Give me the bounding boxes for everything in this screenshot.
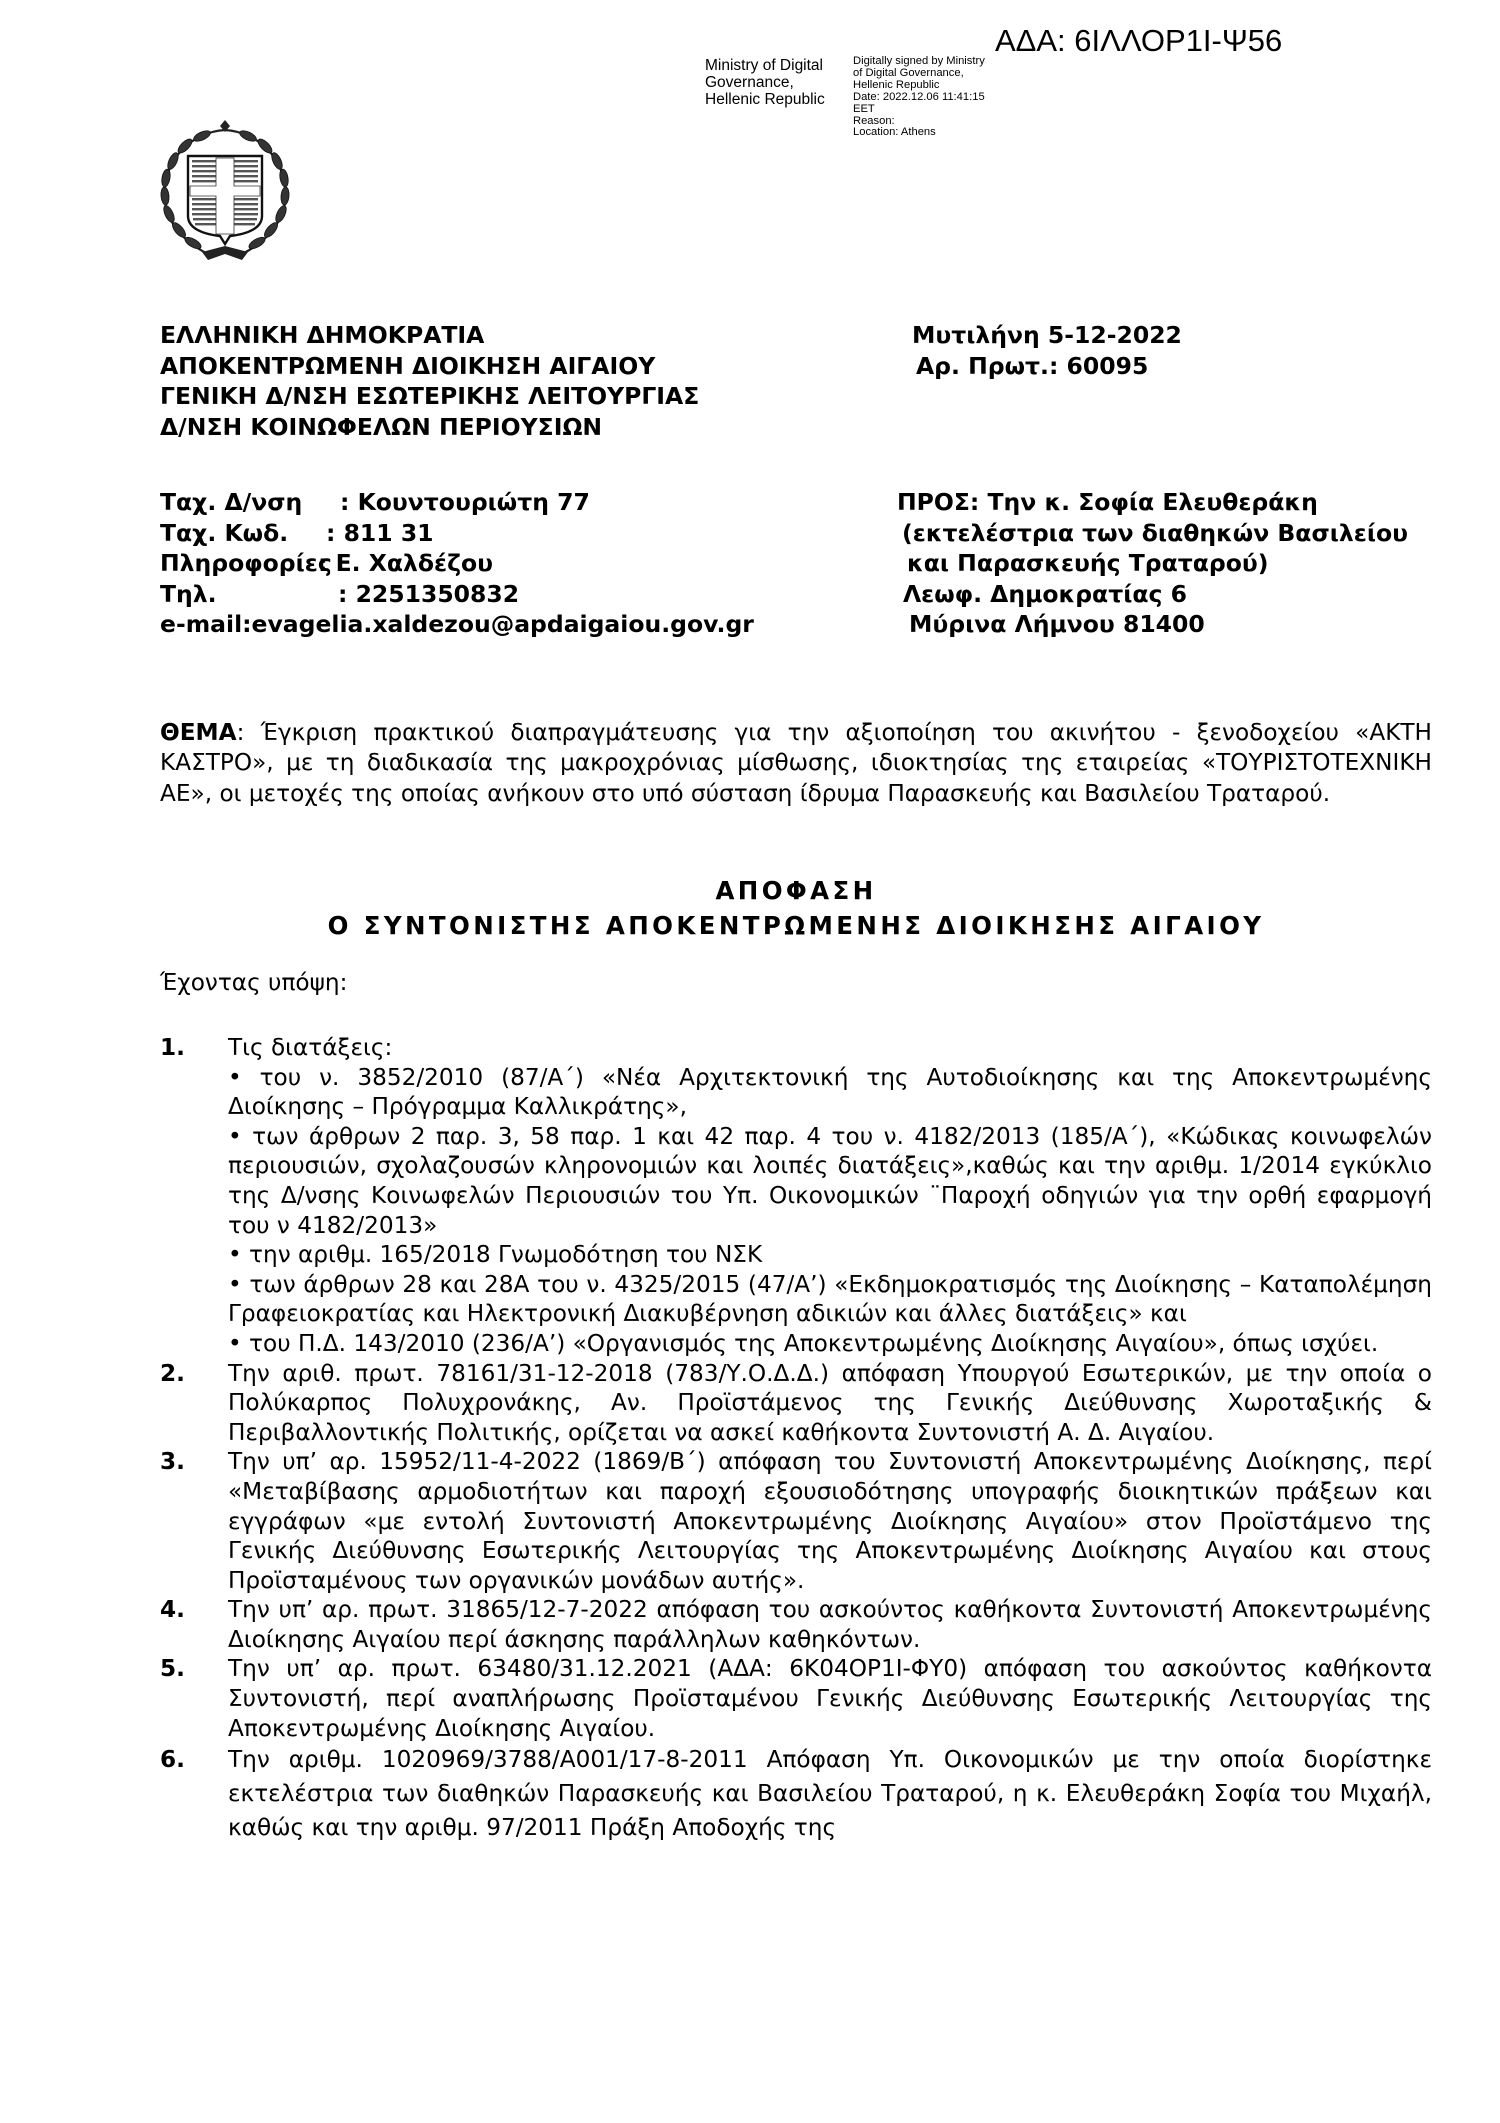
recipient-line: ΠΡΟΣ: Την κ. Σοφία Ελευθεράκη [897,488,1318,516]
considerations-list [160,1033,1432,1845]
greek-coat-of-arms-icon [152,118,298,264]
contact-details [160,487,754,640]
contact-label: Πληροφορίες [160,549,332,577]
bullet-item: • του Π.Δ. 143/2010 (236/Α’) «Οργανισμός της Αποκεντρωμένης Διοίκησης Αιγαίου», όπως ισχύει. [228,1329,1379,1357]
signature-meta-line: Hellenic Republic [853,78,940,91]
item-number: 6. [160,1746,185,1774]
signature-meta-line: Location: Athens [853,126,936,139]
item-number: 4. [160,1596,185,1624]
recipient-line: (εκτελέστρια των διαθηκών Βασιλείου [902,518,1409,547]
bullet-item: • των άρθρων 28 και 28Α του ν. 4325/2015 (47/Α’) «Εκδημοκρατισμός της Διοίκησης – Καταπολέμηση Γραφειοκρατίας και Ηλεκτρονική Διακυβέρνηση αδικιών και άλλες διατάξεις» και [228,1270,1432,1328]
authority-line: Δ/ΝΣΗ ΚΟΙΝΩΦΕΛΩΝ ΠΕΡΙΟΥΣΙΩΝ [160,412,603,441]
contact-label: Ταχ. Κωδ. [160,518,289,547]
signature-details [853,56,1003,139]
list-item [160,1654,1432,1743]
signature-org-line: Ministry of Digital [705,57,823,74]
signature-meta-line: Reason: [853,114,895,127]
signature-org-line: Governance, [705,74,794,91]
place-date: Μυτιλήνη 5-12-2022 [912,321,1182,349]
item-number: 5. [160,1655,185,1683]
contact-row-postcode [160,518,754,549]
item-text: Την υπ’ αρ. πρωτ. 63480/31.12.2021 (ΑΔΑ: 6Κ04ΟΡ1Ι-ΦΥ0) απόφαση του ασκούντος καθήκοντα Συντονιστή, περί αναπλήρωσης Προϊσταμένου Γενικής Διεύθυνσης Εσωτερικής Λειτουργίας της Αποκεντρωμένης Διοίκησης Αιγαίου. [228,1655,1432,1742]
recipient-line: Λεωφ. Δημοκρατίας 6 [903,579,1187,608]
recipient-line: Μύρινα Λήμνου 81400 [909,610,1205,638]
contact-value: : Κουντουριώτη 77 [340,488,590,516]
considering-label: Έχοντας υπόψη: [160,969,348,996]
signature-meta-line: Digitally signed by Ministry [853,55,985,67]
protocol-number: Αρ. Πρωτ.: 60095 [916,351,1149,380]
list-item [160,1447,1432,1595]
signature-meta-line: Date: 2022.12.06 11:41:15 [853,90,985,103]
contact-row-address [160,487,754,518]
bullet-item: • του ν. 3852/2010 (87/Α΄) «Νέα Αρχιτεκτονική της Αυτοδιοίκησης και της Αποκεντρωμένης Διοίκησης – Πρόγραμμα Καλλικράτης», [228,1063,1432,1121]
item-intro: Τις διατάξεις: [228,1034,393,1061]
contact-row-info [160,548,754,579]
signature-org-line: Hellenic Republic [705,91,825,108]
subject-label: ΘΕΜΑ [160,719,237,746]
list-item [160,1743,1432,1845]
item-number: 1. [160,1034,185,1061]
signature-meta-line: of Digital Governance, [853,66,964,79]
document-meta [912,320,1182,381]
authority-line: ΓΕΝΙΚΗ Δ/ΝΣΗ ΕΣΩΤΕΡΙΚΗΣ ΛΕΙΤΟΥΡΓΙΑΣ [160,382,700,410]
contact-value: : 811 31 [326,518,434,547]
bullet-item: • των άρθρων 2 παρ. 3, 58 παρ. 1 και 42 παρ. 4 του ν. 4182/2013 (185/Α΄), «Κώδικας κοινωφελών περιουσιών, σχολαζουσών κληρονομιών και λοιπές διατάξεις»,καθώς και την αριθμ. 1/2014 εγκύκλιο της Δ/νσης Κοινωφελών Περιουσιών του Υπ. Οικονομικών ¨Παροχή οδηγιών για την ορθή εφαρμογή του ν 4182/2013» [228,1122,1432,1239]
item-text: Την αριθ. πρωτ. 78161/31-12-2018 (783/Υ.Ο.Δ.Δ.) απόφαση Υπουργού Εσωτερικών, με την οποία ο Πολύκαρπος Πολυχρονάκης, Αν. Προϊστάμενος της Γενικής Διεύθυνσης Χωροταξικής & Περιβαλλοντικής Πολιτικής, ορίζεται να ασκεί καθήκοντα Συντονιστή Α. Δ. Αιγαίου. [228,1359,1432,1446]
decision-title: ΑΠΟΦΑΣΗ [715,876,877,905]
signature-organization [705,57,855,108]
list-item [160,1359,1432,1448]
subject-text: : Έγκριση πρακτικού διαπραγμάτευσης για την αξιοποίηση του ακινήτου - ξενοδοχείου «ΑΚΤΗ ΚΑΣΤΡΟ», με τη διαδικασία της μακροχρόνιας μίσθωσης, ιδιοκτησίας της εταιρείας «ΤΟΥΡΙΣΤΟΤΕΧΝΙΚΗ ΑΕ», οι μετοχές της οποίας ανήκουν στο υπό σύσταση ίδρυμα Παρασκευής και Βασιλείου Τραταρού. [160,719,1432,807]
item-number: 2. [160,1359,185,1387]
recipient-line: και Παρασκευής Τραταρού) [907,549,1269,577]
contact-label: Τηλ. [160,579,217,608]
list-item [160,1595,1432,1654]
item-number: 3. [160,1448,185,1476]
signature-meta-line: EET [853,102,875,115]
authority-line: ΕΛΛΗΝΙΚΗ ΔΗΜΟΚΡΑΤΙΑ [160,321,485,349]
subject-paragraph [160,718,1432,809]
contact-email[interactable]: e-mail:evagelia.xaldezou@apdaigaiou.gov.gr [160,610,754,638]
decision-subtitle: Ο ΣΥΝΤΟΝΙΣΤΗΣ ΑΠΟΚΕΝΤΡΩΜΕΝΗΣ ΔΙΟΙΚΗΣΗΣ ΑΙΓΑΙΟΥ [327,911,1265,940]
recipient-block [897,487,1408,640]
contact-label: Ταχ. Δ/νση [160,488,303,516]
contact-row-phone [160,579,754,610]
contact-value: : 2251350832 [338,579,520,608]
contact-value: : Ε. Χαλδέζου [318,549,493,577]
item-text: Την αριθμ. 1020969/3788/Α001/17-8-2011 Απόφαση Υπ. Οικονομικών με την οποία διορίστηκε εκτελέστρια των διαθηκών Παρασκευής και Βασιλείου Τραταρού, η κ. Ελευθεράκη Σοφία του Μιχαήλ, καθώς και την αριθμ. 97/2011 Πράξη Αποδοχής της [228,1746,1432,1842]
ada-identifier: ΑΔΑ: 6ΙΛΛΟΡ1Ι-Ψ56 [995,23,1283,58]
bullet-item: • την αριθμ. 165/2018 Γνωμοδότηση του ΝΣΚ [228,1241,763,1269]
issuing-authority [160,320,699,442]
list-item [160,1033,1432,1359]
item-text: Την υπ’ αρ. 15952/11-4-2022 (1869/Β΄) απόφαση του Συντονιστή Αποκεντρωμένης Διοίκησης, περί «Μεταβίβασης αρμοδιοτήτων και παροχή εξουσιοδότησης υπογραφής διοικητικών πράξεων και εγγράφων «με εντολή Συντονιστή Αποκεντρωμένης Διοίκησης Αιγαίου» στον Προϊστάμενο της Γενικής Διεύθυνσης Εσωτερικής Λειτουργίας της Αποκεντρωμένης Διοίκησης Αιγαίου και στους Προϊσταμένους των οργανικών μονάδων αυτής». [228,1448,1432,1594]
item-text: Την υπ’ αρ. πρωτ. 31865/12-7-2022 απόφαση του ασκούντος καθήκοντα Συντονιστή Αποκεντρωμένης Διοίκησης Αιγαίου περί άσκησης παράλληλων καθηκόντων. [228,1596,1432,1653]
decision-title-block [160,873,1432,943]
authority-line: ΑΠΟΚΕΝΤΡΩΜΕΝΗ ΔΙΟΙΚΗΣΗ ΑΙΓΑΙΟΥ [160,351,656,380]
